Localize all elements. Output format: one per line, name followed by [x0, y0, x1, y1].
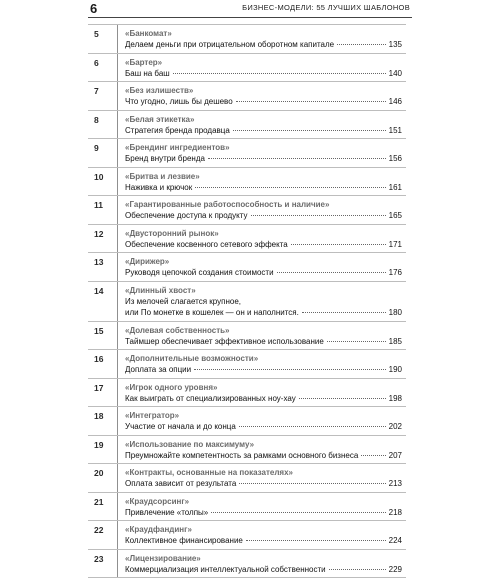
toc-entry — [88, 196, 406, 225]
chapter-title: «Без излишеств» — [125, 85, 402, 96]
dot-leader — [327, 341, 386, 342]
toc-entry — [88, 282, 406, 322]
chapter-subtitle-line — [125, 450, 402, 462]
toc-entry — [88, 407, 406, 436]
toc-entry — [88, 464, 406, 493]
chapter-title: «Игрок одного уровня» — [125, 382, 402, 393]
chapter-subtitle: или По монетке в кошелек — он и наполнится. — [125, 307, 299, 319]
entry-body — [118, 82, 406, 110]
chapter-number: 21 — [88, 493, 118, 521]
dot-leader — [195, 187, 385, 188]
page-reference[interactable]: 207 — [389, 450, 402, 462]
chapter-subtitle: Участие от начала и до конца — [125, 421, 236, 433]
chapter-subtitle: Коллективное финансирование — [125, 535, 243, 547]
chapter-subtitle-line — [125, 564, 402, 576]
page-reference[interactable]: 229 — [389, 564, 402, 576]
chapter-title: «Белая этикетка» — [125, 114, 402, 125]
entry-body — [118, 493, 406, 521]
chapter-number: 15 — [88, 322, 118, 350]
chapter-title: «Бартер» — [125, 57, 402, 68]
chapter-subtitle: Преумножайте компетентность за рамками основного бизнеса — [125, 450, 358, 462]
chapter-number: 13 — [88, 253, 118, 281]
page-reference[interactable]: 171 — [389, 239, 402, 251]
page-reference[interactable]: 161 — [389, 182, 402, 194]
dot-leader — [337, 44, 386, 45]
page-reference[interactable]: 135 — [389, 39, 402, 51]
chapter-subtitle-line — [125, 96, 402, 108]
toc-entry — [88, 225, 406, 254]
dot-leader — [233, 130, 386, 131]
page-reference[interactable]: 190 — [389, 364, 402, 376]
entry-body — [118, 111, 406, 139]
dot-leader — [211, 512, 385, 513]
chapter-subtitle: Привлечение «толпы» — [125, 507, 208, 519]
entry-body — [118, 436, 406, 464]
toc-entry — [88, 111, 406, 140]
page-reference[interactable]: 185 — [389, 336, 402, 348]
dot-leader — [236, 101, 386, 102]
chapter-subtitle: Как выиграть от специализированных ноу-хау — [125, 393, 296, 405]
entry-body — [118, 139, 406, 167]
toc-entry — [88, 54, 406, 83]
entry-body — [118, 379, 406, 407]
chapter-title: «Интегратор» — [125, 410, 402, 421]
chapter-number: 23 — [88, 550, 118, 578]
entry-body — [118, 550, 406, 578]
dot-leader — [299, 398, 386, 399]
chapter-subtitle-line — [125, 393, 402, 405]
chapter-title: «Дирижер» — [125, 256, 402, 267]
page-header — [0, 0, 500, 22]
chapter-subtitle-line — [125, 239, 402, 251]
chapter-number: 11 — [88, 196, 118, 224]
toc-entry — [88, 521, 406, 550]
chapter-subtitle: Обеспечение доступа к продукту — [125, 210, 248, 222]
page-reference[interactable]: 146 — [389, 96, 402, 108]
chapter-number: 9 — [88, 139, 118, 167]
chapter-title: «Гарантированные работоспособность и наличие» — [125, 199, 402, 210]
chapter-subtitle: Коммерциализация интеллектуальной собственности — [125, 564, 326, 576]
chapter-title: «Брендинг ингредиентов» — [125, 142, 402, 153]
entry-body — [118, 54, 406, 82]
entry-body — [118, 168, 406, 196]
chapter-subtitle-line — [125, 507, 402, 519]
chapter-subtitle: Делаем деньги при отрицательном оборотном капитале — [125, 39, 334, 51]
entry-body — [118, 196, 406, 224]
running-title: БИЗНЕС-МОДЕЛИ: 55 ЛУЧШИХ ШАБЛОНОВ — [242, 3, 410, 12]
page-reference[interactable]: 213 — [389, 478, 402, 490]
chapter-title: «Дополнительные возможности» — [125, 353, 402, 364]
dot-leader — [302, 312, 386, 313]
chapter-number: 6 — [88, 54, 118, 82]
chapter-subtitle-line — [125, 421, 402, 433]
chapter-number: 7 — [88, 82, 118, 110]
chapter-subtitle-line — [125, 182, 402, 194]
chapter-number: 16 — [88, 350, 118, 378]
chapter-number: 12 — [88, 225, 118, 253]
dot-leader — [361, 455, 385, 456]
chapter-title: «Бритва и лезвие» — [125, 171, 402, 182]
toc-entry — [88, 322, 406, 351]
entry-body — [118, 25, 406, 53]
toc-entry — [88, 24, 406, 54]
entry-body — [118, 350, 406, 378]
page-reference[interactable]: 156 — [389, 153, 402, 165]
chapter-subtitle: Что угодно, лишь бы дешево — [125, 96, 233, 108]
entry-body — [118, 225, 406, 253]
chapter-subtitle: Оплата зависит от результата — [125, 478, 236, 490]
page-reference[interactable]: 218 — [389, 507, 402, 519]
toc-entry — [88, 350, 406, 379]
page-reference[interactable]: 198 — [389, 393, 402, 405]
chapter-subtitle-line — [125, 125, 402, 137]
chapter-subtitle-line — [125, 39, 402, 51]
toc-entry — [88, 493, 406, 522]
toc-entry — [88, 82, 406, 111]
dot-leader — [277, 272, 386, 273]
chapter-subtitle: Доплата за опции — [125, 364, 191, 376]
chapter-number: 17 — [88, 379, 118, 407]
chapter-title: «Краудсорсинг» — [125, 496, 402, 507]
table-of-contents — [88, 24, 406, 578]
chapter-subtitle: Руководя цепочкой создания стоимости — [125, 267, 274, 279]
dot-leader — [246, 540, 386, 541]
chapter-subtitle-line — [125, 336, 402, 348]
page-number: 6 — [90, 1, 97, 16]
chapter-subtitle: Стратегия бренда продавца — [125, 125, 230, 137]
chapter-subtitle-line — [125, 267, 402, 279]
chapter-title: «Длинный хвост» — [125, 285, 402, 296]
chapter-title: «Долевая собственность» — [125, 325, 402, 336]
chapter-subtitle: Обеспечение косвенного сетевого эффекта — [125, 239, 288, 251]
chapter-number: 19 — [88, 436, 118, 464]
entry-body — [118, 253, 406, 281]
entry-body — [118, 521, 406, 549]
dot-leader — [291, 244, 386, 245]
chapter-subtitle-line — [125, 535, 402, 547]
chapter-subtitle: Таймшер обеспечивает эффективное использование — [125, 336, 324, 348]
chapter-number: 5 — [88, 25, 118, 53]
page-reference[interactable]: 140 — [389, 68, 402, 80]
chapter-number: 22 — [88, 521, 118, 549]
entry-body — [118, 464, 406, 492]
dot-leader — [208, 158, 386, 159]
page-reference[interactable]: 180 — [389, 307, 402, 319]
entry-body — [118, 407, 406, 435]
toc-entry — [88, 550, 406, 578]
header-rule — [88, 17, 412, 18]
page-reference[interactable]: 176 — [389, 267, 402, 279]
chapter-subtitle-line — [125, 68, 402, 80]
chapter-title: «Лицензирование» — [125, 553, 402, 564]
chapter-title: «Банкомат» — [125, 28, 402, 39]
chapter-subtitle-line — [125, 364, 402, 376]
page-reference[interactable]: 202 — [389, 421, 402, 433]
dot-leader — [239, 483, 385, 484]
dot-leader — [251, 215, 386, 216]
chapter-subtitle: Баш на баш — [125, 68, 170, 80]
page-reference[interactable]: 151 — [389, 125, 402, 137]
chapter-subtitle: Бренд внутри бренда — [125, 153, 205, 165]
dot-leader — [239, 426, 386, 427]
chapter-number: 14 — [88, 282, 118, 321]
chapter-subtitle-line — [125, 478, 402, 490]
dot-leader — [329, 569, 386, 570]
chapter-title: «Краудфандинг» — [125, 524, 402, 535]
chapter-number: 8 — [88, 111, 118, 139]
toc-entry — [88, 253, 406, 282]
chapter-subtitle-line — [125, 210, 402, 222]
chapter-subtitle: Из мелочей слагается крупное, — [125, 296, 402, 308]
page-reference[interactable]: 224 — [389, 535, 402, 547]
entry-body — [118, 322, 406, 350]
chapter-subtitle-line — [125, 307, 402, 319]
chapter-subtitle-line — [125, 153, 402, 165]
chapter-subtitle: Наживка и крючок — [125, 182, 192, 194]
dot-leader — [173, 73, 386, 74]
chapter-title: «Двусторонний рынок» — [125, 228, 402, 239]
entry-body — [118, 282, 406, 321]
chapter-title: «Использование по максимуму» — [125, 439, 402, 450]
chapter-number: 18 — [88, 407, 118, 435]
toc-entry — [88, 139, 406, 168]
chapter-number: 10 — [88, 168, 118, 196]
page-reference[interactable]: 165 — [389, 210, 402, 222]
chapter-number: 20 — [88, 464, 118, 492]
chapter-title: «Контракты, основанные на показателях» — [125, 467, 402, 478]
toc-entry — [88, 379, 406, 408]
toc-entry — [88, 168, 406, 197]
toc-entry — [88, 436, 406, 465]
dot-leader — [194, 369, 386, 370]
